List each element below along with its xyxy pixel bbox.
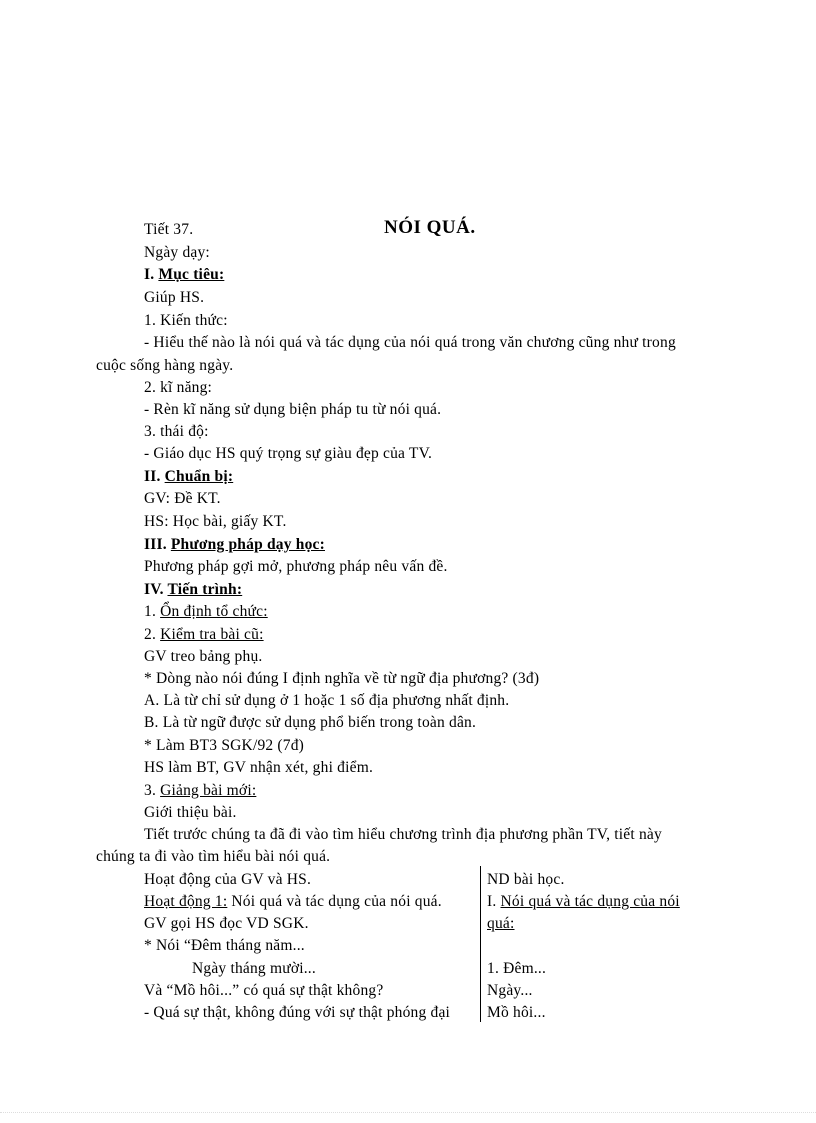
- content-section-1-num: I.: [487, 893, 497, 910]
- page-bottom-divider: [0, 1112, 816, 1113]
- section4-roman: IV.: [144, 581, 164, 598]
- table-right-row-6: Mồ hôi...: [487, 1004, 546, 1021]
- content-section-1-title-l2: quá:: [487, 915, 515, 932]
- question-2-result: HS làm BT, GV nhận xét, ghi điểm.: [144, 759, 374, 776]
- section2-roman: II.: [144, 468, 161, 485]
- lesson-intro-text-l1: Tiết trước chúng ta đã đi vào tìm hiểu chương trình địa phương phần TV, tiết này: [144, 826, 662, 843]
- section4-title: Tiến trình:: [167, 581, 243, 598]
- table-left-row-5: Và “Mồ hôi...” có quá sự thật không?: [144, 982, 384, 999]
- prep-teacher: GV: Đề KT.: [144, 490, 221, 507]
- activity-1-text: Nói quá và tác dụng của nói quá.: [227, 893, 442, 910]
- page-title: NÓI QUÁ.: [384, 217, 476, 238]
- date-label: Ngày dạy:: [144, 244, 210, 261]
- section2-title: Chuẩn bị:: [164, 468, 234, 485]
- lesson-intro: Giới thiệu bài.: [144, 804, 237, 821]
- lesson-number: Tiết 37.: [144, 221, 194, 238]
- step3-title: Giảng bài mới:: [160, 782, 257, 799]
- content-section-1: [487, 892, 680, 912]
- section1-intro: Giúp HS.: [144, 289, 205, 306]
- step3-num: 3.: [144, 782, 157, 799]
- step1-num: 1.: [144, 603, 157, 620]
- option-a: A. Là từ chỉ sử dụng ở 1 hoặc 1 số địa phương nhất định.: [144, 692, 510, 709]
- knowledge-heading: 1. Kiến thức:: [144, 312, 228, 329]
- step2: [144, 625, 264, 645]
- table-right-header: ND bài học.: [487, 871, 565, 888]
- knowledge-text-l1: - Hiểu thế nào là nói quá và tác dụng của nói quá trong văn chương cũng như trong: [144, 334, 676, 351]
- step1-title: Ổn định tổ chức:: [160, 603, 268, 620]
- table-left-row-3: * Nói “Đêm tháng năm...: [144, 937, 305, 954]
- section3-heading: [144, 535, 325, 555]
- section2-heading: [144, 467, 233, 487]
- section1-title: Mục tiêu:: [158, 266, 225, 283]
- attitude-heading: 3. thái độ:: [144, 423, 209, 440]
- activity-1: [144, 892, 442, 912]
- table-left-row-6: - Quá sự thật, không đúng với sự thật phóng đại: [144, 1004, 451, 1021]
- option-b: B. Là từ ngữ được sử dụng phổ biến trong toàn dân.: [144, 714, 477, 731]
- section3-roman: III.: [144, 536, 167, 553]
- method-text: Phương pháp gợi mở, phương pháp nêu vấn đề.: [144, 558, 448, 575]
- activity-1-label: Hoạt động 1:: [144, 893, 228, 910]
- skills-item: - Rèn kĩ năng sử dụng biện pháp tu từ nói quá.: [144, 401, 442, 418]
- table-left-header: Hoạt động của GV và HS.: [144, 871, 312, 888]
- question-1: * Dòng nào nói đúng I định nghĩa về từ ngữ địa phương? (3đ): [144, 670, 540, 687]
- section4-heading: [144, 580, 242, 600]
- prep-student: HS: Học bài, giấy KT.: [144, 513, 287, 530]
- table-right-row-4: 1. Đêm...: [487, 960, 547, 977]
- step3: [144, 781, 256, 801]
- question-2: * Làm BT3 SGK/92 (7đ): [144, 737, 305, 754]
- table-left-row-2: GV gọi HS đọc VD SGK.: [144, 915, 309, 932]
- section1-heading: [144, 265, 224, 285]
- attitude-item: - Giáo dục HS quý trọng sự giàu đẹp của TV.: [144, 445, 433, 462]
- table-right-row-5: Ngày...: [487, 982, 533, 999]
- lesson-intro-text-l2: chúng ta đi vào tìm hiểu bài nói quá.: [96, 848, 331, 865]
- step2-num: 2.: [144, 626, 157, 643]
- content-section-1-title: Nói quá và tác dụng của nói: [500, 893, 680, 910]
- skills-heading: 2. kĩ năng:: [144, 379, 213, 396]
- section3-title: Phương pháp dạy học:: [170, 536, 325, 553]
- board-note: GV treo bảng phụ.: [144, 648, 263, 665]
- knowledge-text-l2: cuộc sống hàng ngày.: [96, 357, 234, 374]
- step2-title: Kiểm tra bài cũ:: [160, 626, 264, 643]
- table-left-row-4: Ngày tháng mười...: [192, 960, 316, 977]
- section1-roman: I.: [144, 266, 155, 283]
- table-column-divider: [480, 866, 481, 1022]
- step1: [144, 602, 268, 622]
